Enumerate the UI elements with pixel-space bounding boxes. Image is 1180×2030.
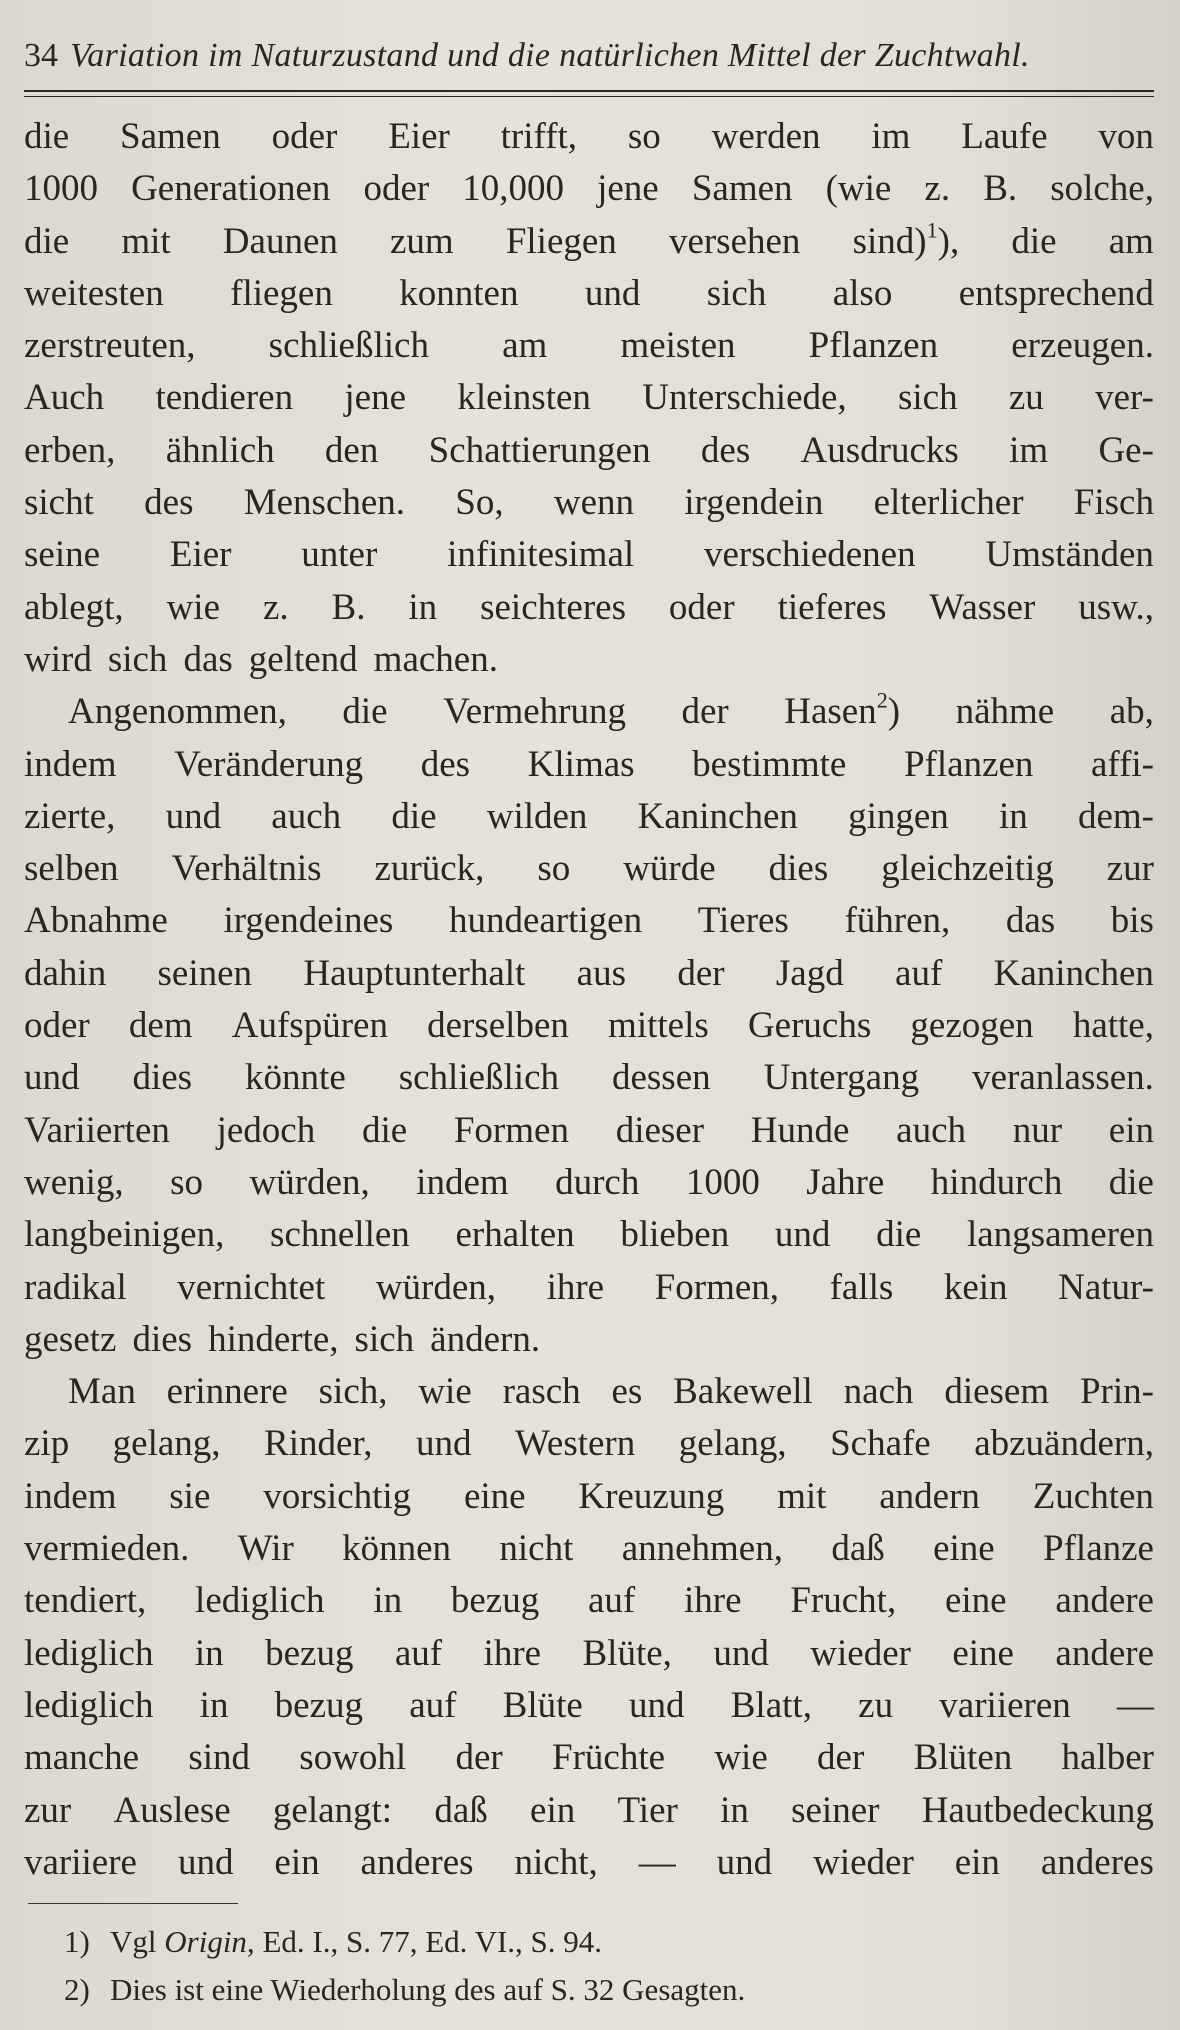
text-line: sicht des Menschen. So, wenn irgendein elterlicher Fisch	[24, 482, 1154, 524]
text-line: wenig, so würden, indem durch 1000 Jahre hindurch die	[24, 1161, 1154, 1203]
text-line: zur Auslese gelangt: daß ein Tier in seiner Hautbedeckung	[24, 1789, 1154, 1831]
text-line: die Samen oder Eier trifft, so werden im Laufe von	[24, 116, 1154, 157]
footnote-mark: 1)	[64, 1924, 90, 1960]
text-line: und dies könnte schließlich dessen Untergang veranlassen.	[24, 1057, 1154, 1099]
running-header	[24, 28, 1154, 84]
text-line: lediglich in bezug auf Blüte und Blatt, zu variieren —	[24, 1684, 1154, 1726]
text-line: indem Veränderung des Klimas bestimmte Pflanzen affi-	[24, 743, 1154, 785]
text-line: Variierten jedoch die Formen dieser Hunde auch nur ein	[24, 1109, 1154, 1151]
text-line: ablegt, wie z. B. in seichteres oder tieferes Wasser usw.,	[24, 586, 1154, 628]
text-line: zierte, und auch die wilden Kaninchen gingen in dem-	[24, 795, 1154, 837]
footnotes	[24, 1918, 1154, 2014]
text-line: selben Verhältnis zurück, so würde dies gleichzeitig zur	[24, 848, 1154, 890]
text-line: langbeinigen, schnellen erhalten blieben und die langsameren	[24, 1214, 1154, 1256]
text-line: oder dem Aufspüren derselben mittels Geruchs gezogen hatte,	[24, 1005, 1154, 1047]
text-line: weitesten fliegen konnten und sich also entsprechend	[24, 272, 1154, 314]
text-line: zerstreuten, schließlich am meisten Pflanzen erzeugen.	[24, 325, 1154, 367]
text-line: seine Eier unter infinitesimal verschiedenen Umständen	[24, 534, 1154, 576]
text-line: manche sind sowohl der Früchte wie der Blüten halber	[24, 1737, 1154, 1779]
page-number: 34	[24, 37, 58, 74]
text-line: dahin seinen Hauptunterhalt aus der Jagd auf Kaninchen	[24, 952, 1154, 994]
text-line: variiere und ein anderes nicht, — und wieder ein anderes	[24, 1841, 1154, 1883]
text-line: indem sie vorsichtig eine Kreuzung mit andern Zuchten	[24, 1475, 1154, 1517]
footnote-text: Vgl Origin, Ed. I., S. 77, Ed. VI., S. 94.	[110, 1924, 603, 1960]
text-line: zip gelang, Rinder, und Western gelang, Schafe abzuändern,	[24, 1423, 1154, 1465]
text-line: 1000 Generationen oder 10,000 jene Samen (wie z. B. solche,	[24, 168, 1154, 210]
text-line: lediglich in bezug auf ihre Blüte, und wieder eine andere	[24, 1632, 1154, 1674]
header-rule	[24, 90, 1154, 97]
text-line: wird sich das geltend machen.	[24, 638, 498, 680]
footnote-text: Dies ist eine Wiederholung des auf S. 32 Gesagten.	[110, 1972, 746, 2008]
text-line: erben, ähnlich den Schattierungen des Ausdrucks im Ge-	[24, 429, 1154, 471]
text-line: die mit Daunen zum Fliegen versehen sind)$^1$), die am	[24, 217, 1154, 262]
footnote	[24, 1918, 1154, 1966]
footnote-separator	[28, 1903, 238, 1904]
body-text	[24, 111, 1154, 1889]
text-line: gesetz dies hinderte, sich ändern.	[24, 1318, 541, 1360]
text-line: vermieden. Wir können nicht annehmen, daß eine Pflanze	[24, 1528, 1154, 1570]
text-line: Angenommen, die Vermehrung der Hasen$^2$) nähme ab,	[68, 687, 1154, 733]
text-line: tendiert, lediglich in bezug auf ihre Frucht, eine andere	[24, 1580, 1154, 1622]
running-title: Variation im Naturzustand und die natürlichen Mittel der Zuchtwahl.	[70, 37, 1030, 74]
footnote	[24, 1966, 1154, 2014]
text-line: Auch tendieren jene kleinsten Unterschiede, sich zu ver-	[24, 377, 1154, 419]
text-line: Abnahme irgendeines hundeartigen Tieres führen, das bis	[24, 900, 1154, 942]
footnote-mark: 2)	[64, 1972, 90, 2008]
text-line: radikal vernichtet würden, ihre Formen, falls kein Natur-	[24, 1266, 1154, 1308]
text-line: Man erinnere sich, wie rasch es Bakewell nach diesem Prin-	[68, 1371, 1154, 1413]
